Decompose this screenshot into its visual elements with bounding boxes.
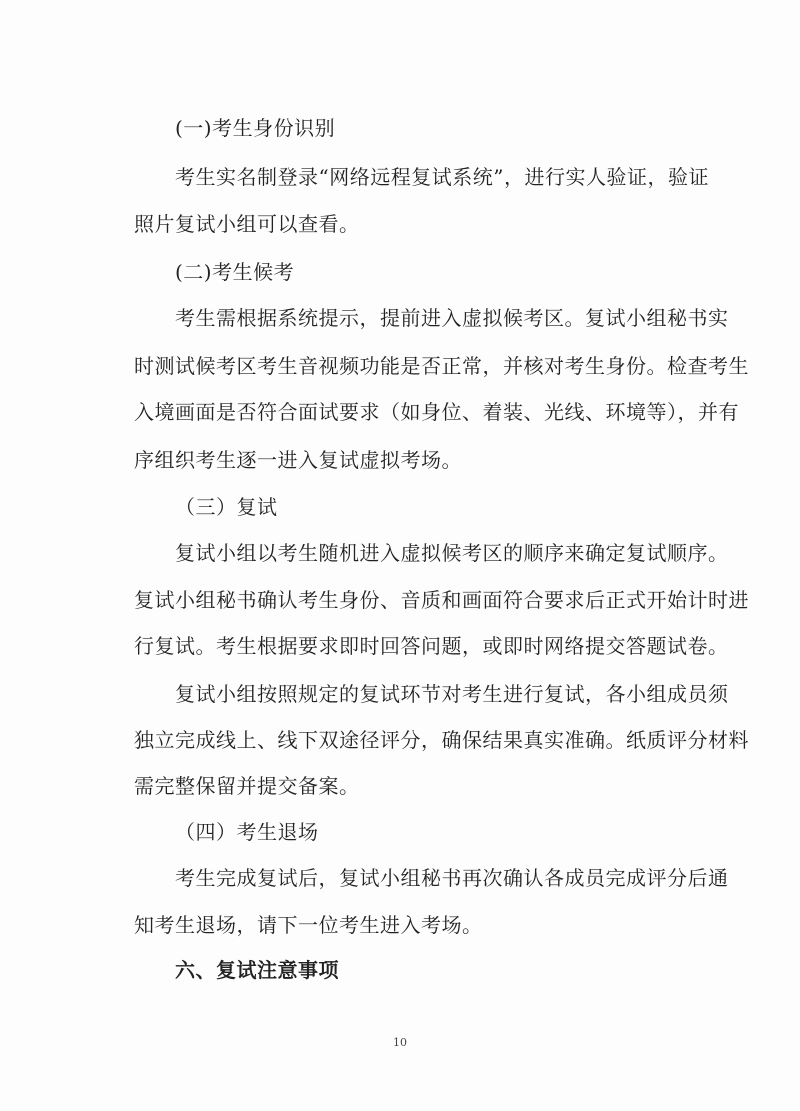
paragraph-line: 知考生退场，请下一位考生进入考场。: [134, 913, 483, 937]
paragraph-line: 时测试候考区考生音视频功能是否正常，并核对考生身份。检查考生: [134, 354, 749, 378]
paragraph-line: 需完整保留并提交备案。: [134, 774, 360, 798]
paragraph-line: 复试小组以考生随机进入虚拟候考区的顺序来确定复试顺序。: [175, 541, 729, 565]
paragraph-line: 考生实名制登录“网络远程复试系统”，进行实人验证，验证: [175, 165, 709, 189]
paragraph-line: 入境画面是否符合面试要求（如身位、着装、光线、环境等），并有: [134, 400, 739, 424]
paragraph-line: 照片复试小组可以查看。: [134, 212, 360, 236]
section-title-notes: 六、复试注意事项: [175, 958, 339, 982]
paragraph-line: 复试小组按照规定的复试环节对考生进行复试，各小组成员须: [175, 682, 729, 706]
paragraph-line: 序组织考生逐一进入复试虚拟考场。: [134, 448, 462, 472]
section-heading-retest: （三）复试: [175, 495, 278, 519]
page-number: 10: [393, 1036, 407, 1049]
paragraph-line: 独立完成线上、线下双途径评分，确保结果真实准确。纸质评分材料: [134, 728, 749, 752]
section-heading-exit: （四）考生退场: [175, 820, 319, 844]
paragraph-line: 考生需根据系统提示，提前进入虚拟候考区。复试小组秘书实: [175, 306, 729, 330]
section-heading-waiting: (二)考生候考: [175, 260, 295, 284]
paragraph-line: 考生完成复试后，复试小组秘书再次确认各成员完成评分后通: [175, 866, 729, 890]
section-heading-identity: (一)考生身份识别: [175, 116, 336, 140]
paragraph-line: 行复试。考生根据要求即时回答问题，或即时网络提交答题试卷。: [134, 634, 729, 658]
paragraph-line: 复试小组秘书确认考生身份、音质和画面符合要求后正式开始计时进: [134, 588, 749, 612]
